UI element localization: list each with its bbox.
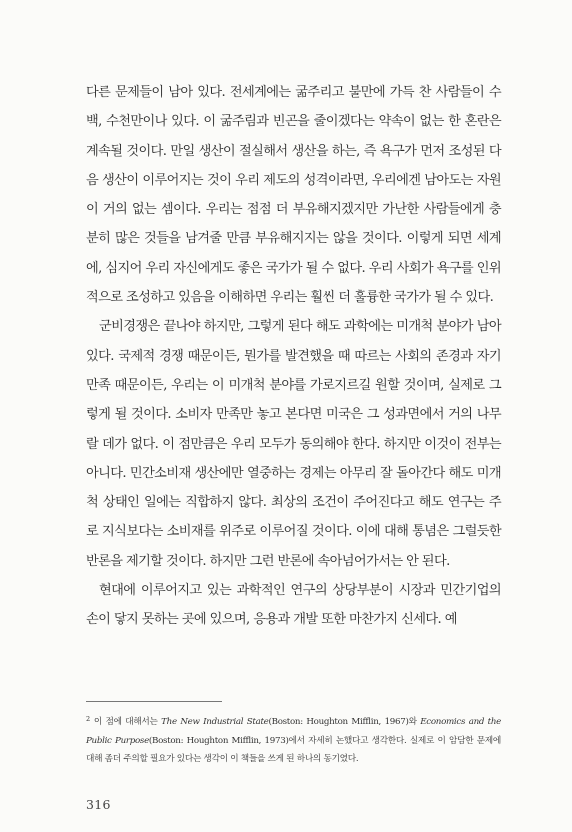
paragraph-3: 현대에 이루어지고 있는 과학적인 연구의 상당부분이 시장과 민간기업의 손이 닿지 못하는 곳에 있으며, 응용과 개발 또한 마찬가지 신세다. 예 [86, 583, 501, 628]
footnote-book-title-2: Economics and the Public Purpose [86, 717, 502, 746]
footnote-text-end: (Boston: Houghton Mifflin, 1973)에서 자세히 논했다고 생각한다. 실제로 이 암담한 문제에 대해 좀더 주의할 필요가 있다는 생각이 이 책들을 쓰게 된 하나의 동기였다. [86, 735, 501, 764]
footnote [86, 710, 501, 769]
paragraph-2: 군비경쟁은 끝나야 하지만, 그렇게 된다 해도 과학에는 미개척 분야가 남아 있다. 국제적 경쟁 때문이든, 뭔가를 발견했을 때 따르는 사회의 존경과 자기만족 때문이든, 우리는 이 미개척 분야를 가로지르길 원할 것이며, 실제로 그렇게 될 것이다. 소비자 만족만 놓고 본다면 미국은 그 성과면에서 거의 나무랄 데가 없다. 이 점만큼은 우리 모두가 동의해야 한다. 하지만 이것이 전부는 아니다. 민간소비재 생산에만 열중하는 경제는 아무리 잘 돌아간다 해도 미개척 상태인 일에는 직합하지 않다. 최상의 조건이 주어진다고 해도 연구는 주로 지식보다는 소비재를 위주로 이루어질 것이다. 이에 대해 통념은 그럴듯한 반론을 제기할 것이다. 하지만 그런 반론에 속아넘어가서는 안 된다. [86, 319, 501, 569]
footnote-marker: 2 [86, 715, 90, 723]
paragraph-1: 다른 문제들이 남아 있다. 전세계에는 굶주리고 불만에 가득 찬 사람들이 수백, 수천만이나 있다. 이 굶주림과 빈곤을 줄이겠다는 약속이 없는 한 혼란은 계속될 것이다. 만일 생산이 절실해서 생산을 하는, 즉 욕구가 먼저 조성된 다음 생산이 이루어지는 것이 우리 제도의 성격이라면, 우리에겐 남아도는 자원이 거의 없는 셈이다. 우리는 점점 더 부유해지겠지만 가난한 사람들에게 충분히 많은 것들을 남겨줄 만큼 부유해지지는 않을 것이다. 이렇게 되면 세계에, 심지어 우리 자신에게도 좋은 국가가 될 수 없다. 우리 사회가 욕구를 인위적으로 조성하고 있음을 이해하면 우리는 훨씬 더 훌륭한 국가가 될 수 있다. [86, 85, 501, 306]
footnote-book-title-1: The New Industrial State [161, 717, 269, 727]
body-text [86, 78, 501, 635]
footnote-text-start: 이 점에 대해서는 [93, 717, 162, 727]
footnote-divider [86, 701, 222, 702]
footnote-text-middle: (Boston: Houghton Mifflin, 1967)와 [268, 717, 421, 727]
page-number: 316 [86, 797, 111, 812]
